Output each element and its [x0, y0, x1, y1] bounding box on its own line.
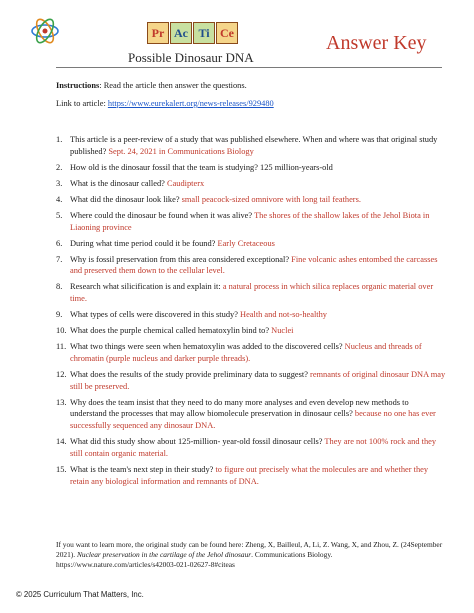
instructions — [56, 80, 247, 91]
answer-text: Health and not-so-healthy — [240, 310, 327, 320]
answer-text: Caudipterx — [166, 178, 205, 188]
list-item — [56, 369, 446, 393]
list-item — [56, 309, 446, 321]
question-text: This article is a peer-review of a study that was published elsewhere. When and where was that original study published? — [70, 135, 438, 156]
list-item — [56, 325, 446, 337]
list-item — [56, 397, 446, 432]
question-text: What does the purple chemical called hematoxylin bind to? — [70, 326, 270, 336]
question-number: 10. — [56, 326, 67, 336]
question-number: 14. — [56, 437, 67, 447]
answer-text: Nucleus and threads of chromatin (purple nucleus and darker purple threads). — [70, 342, 422, 363]
question-text: Why does the team insist that they need to do many more analyses and even develop new methods to understand the processes that may allow biomolecule preservation in dinosaur cells? — [70, 397, 409, 419]
answer-text: Sept. 24, 2021 in Communications Biology — [108, 146, 254, 156]
question-text: During what time period could it be found? — [70, 238, 216, 248]
question-text: What is the team's next step in their study? — [70, 464, 214, 474]
question-number: 8. — [56, 282, 63, 292]
question-text: How old is the dinosaur fossil that the team is studying? 125 million-years-old — [70, 162, 333, 172]
list-item — [56, 281, 446, 305]
question-text: Where could the dinosaur be found when it was alive? — [70, 210, 253, 220]
question-number: 11. — [56, 342, 67, 352]
title-tile: Ac — [170, 22, 192, 44]
question-number: 7. — [56, 254, 63, 264]
answer-text: remnants of original dinosaur DNA may still be preserved. — [70, 369, 446, 391]
list-item — [56, 178, 446, 190]
answer-text: a natural process in which silica replaces organic material over time. — [70, 282, 434, 304]
atom-logo-icon — [30, 18, 60, 44]
page-header — [0, 0, 474, 80]
article-link-line — [56, 98, 274, 109]
list-item — [56, 210, 446, 234]
list-item — [56, 436, 446, 460]
question-text: Why is fossil preservation from this area considered exceptional? — [70, 254, 290, 264]
list-item — [56, 238, 446, 250]
title-tile: Ce — [216, 22, 238, 44]
question-text: What did this study show about 125-million- year-old fossil dinosaur cells? — [70, 437, 323, 447]
answer-text: They are not 100% rock and they still contain organic material. — [70, 437, 437, 458]
answer-text: to figure out precisely what the molecules are and whether they retain any biological information and remnants of DNA. — [70, 464, 429, 486]
list-item — [56, 162, 446, 174]
question-number: 12. — [56, 369, 67, 379]
answer-text: Nuclei — [271, 326, 294, 336]
question-text: What did the dinosaur look like? — [70, 194, 180, 204]
list-item — [56, 464, 446, 488]
question-number: 1. — [56, 135, 63, 144]
practice-title-tiles — [147, 22, 239, 44]
answer-text: small peacock-sized omnivore with long tail feathers. — [181, 194, 361, 204]
list-item — [56, 254, 446, 278]
answer-text: The shores of the shallow lakes of the Jehol Biota in Liaoning province — [70, 210, 430, 232]
citation-title: Nuclear preservation in the cartilage of the Jehol dinosaur — [76, 550, 252, 559]
citation-text: If you want to learn more, the original study can be found here: Zheng, X, Bailleul, A, Li, Z. Wang, X, and Zhou, Z. (24September 2021). — [56, 540, 443, 559]
question-number: 9. — [56, 310, 63, 320]
list-item — [56, 134, 446, 158]
answer-key-heading: Answer Key — [326, 32, 427, 54]
title-tile: Pr — [147, 22, 169, 44]
page-title: Possible Dinosaur DNA — [128, 50, 254, 65]
question-text: What is the dinosaur called? — [70, 178, 165, 188]
list-item — [56, 341, 446, 365]
header-divider — [56, 67, 442, 68]
question-number: 13. — [56, 397, 67, 407]
question-number: 6. — [56, 238, 63, 248]
question-text: Research what silicification is and explain it: — [70, 282, 221, 292]
question-list — [56, 134, 446, 492]
answer-text: because no one has ever successfully sequenced any dinosaur DNA. — [70, 409, 436, 431]
link-label: Link to article: — [56, 99, 108, 108]
question-number: 4. — [56, 194, 63, 204]
instructions-text: : Read the article then answer the questions. — [99, 81, 247, 90]
copyright-footer: © 2025 Curriculum That Matters, Inc. — [16, 590, 144, 599]
citation-source: . Communications Biology. https://www.nature.com/articles/s42003-021-02627-8#citeas — [56, 550, 333, 569]
title-tile: Ti — [193, 22, 215, 44]
question-text: What two things were seen when hematoxylin was added to the discovered cells? — [70, 342, 343, 352]
question-number: 5. — [56, 210, 63, 220]
question-number: 15. — [56, 464, 67, 474]
question-text: What types of cells were discovered in this study? — [70, 310, 238, 320]
question-number: 3. — [56, 178, 63, 188]
answer-text: Fine volcanic ashes entombed the carcasses and preserved them down to the cellular level. — [70, 254, 438, 276]
instructions-label: Instructions — [56, 81, 100, 90]
question-number: 2. — [56, 162, 63, 172]
article-link[interactable]: https://www.eurekalert.org/news-releases/929480 — [107, 99, 274, 108]
learn-more-citation — [56, 540, 448, 570]
question-text: What does the results of the study provide preliminary data to suggest? — [70, 369, 308, 379]
list-item — [56, 194, 446, 206]
answer-text: Early Cretaceous — [217, 238, 275, 248]
